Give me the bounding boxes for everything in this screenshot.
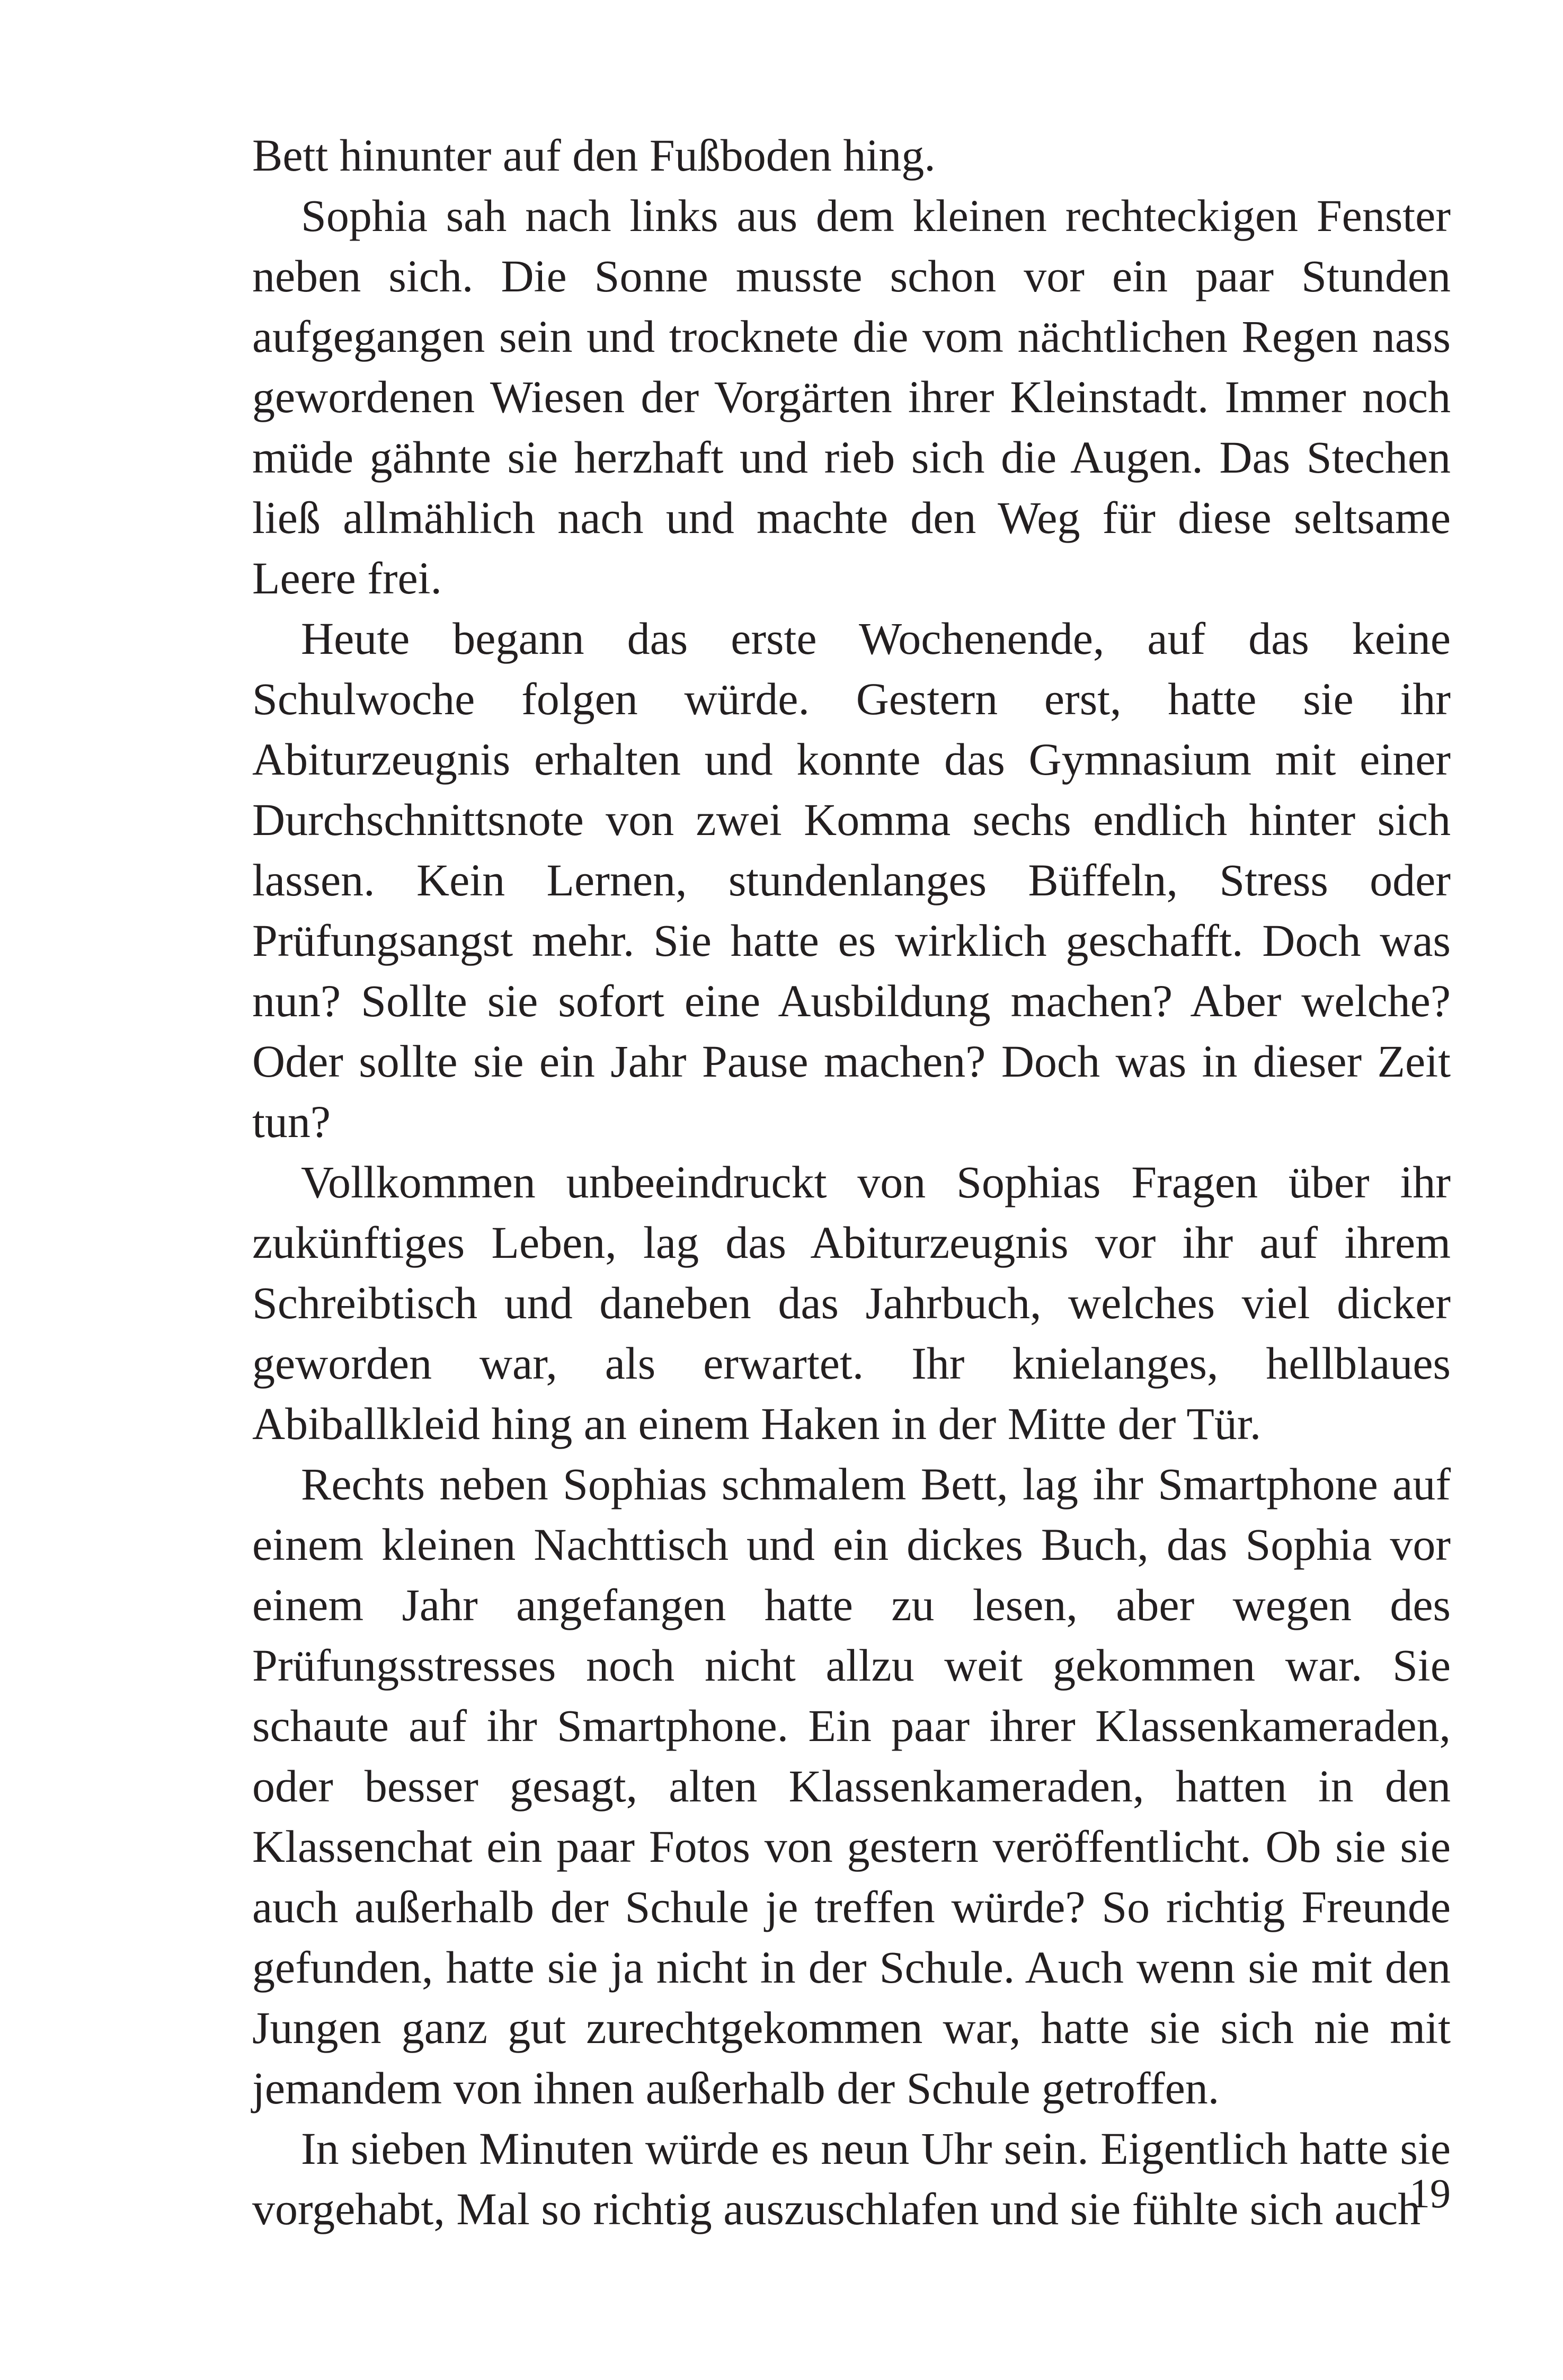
paragraph-desk: Vollkommen unbeeindruckt von Sophias Fragen über ihr zukünftiges Leben, lag das Abiturzeugnis vor ihr auf ihrem Schreibtisch und daneben das Jahrbuch, welches viel dicker geworden war, als erwartet. Ihr knielanges, hellblaues Abiballkleid hing an einem Haken in der Mitte der Tür.	[252, 1157, 1451, 1449]
page-number: 19	[1409, 2170, 1451, 2216]
paragraph-weekend: Heute begann das erste Wochenende, auf das keine Schulwoche folgen würde. Gestern erst, hatte sie ihr Abiturzeugnis erhalten und konnte das Gymnasium mit einer Durchschnittsnote von zwei Komma sechs endlich hinter sich lassen. Kein Lernen, stundenlanges Büffeln, Stress oder Prüfungsangst mehr. Sie hatte es wirklich geschafft. Doch was nun? Sollte sie sofort eine Ausbildung machen? Aber welche? Oder sollte sie ein Jahr Pause machen? Doch was in dieser Zeit tun?	[252, 613, 1451, 1147]
body-text	[252, 125, 1451, 2239]
paragraph-time: In sieben Minuten würde es neun Uhr sein. Eigentlich hatte sie vorgehabt, Mal so richtig auszuschlafen und sie fühlte sich auch	[252, 2123, 1451, 2234]
paragraph-window: Sophia sah nach links aus dem kleinen rechteckigen Fenster neben sich. Die Sonne musste schon vor ein paar Stunden aufgegangen sein und trocknete die vom nächtlichen Regen nass gewordenen Wiesen der Vorgärten ihrer Kleinstadt. Immer noch müde gähnte sie herzhaft und rieb sich die Augen. Das Stechen ließ allmählich nach und machte den Weg für diese seltsame Leere frei.	[252, 190, 1451, 603]
paragraph-smartphone: Rechts neben Sophias schmalem Bett, lag ihr Smartphone auf einem kleinen Nachttisch und ein dickes Buch, das Sophia vor einem Jahr angefangen hatte zu lesen, aber wegen des Prüfungsstresses noch nicht allzu weit gekommen war. Sie schaute auf ihr Smartphone. Ein paar ihrer Klassenkameraden, oder besser gesagt, alten Klassenkameraden, hatten in den Klassenchat ein paar Fotos von gestern veröffentlicht. Ob sie sie auch außerhalb der Schule je treffen würde? So richtig Freunde gefunden, hatte sie ja nicht in der Schule. Auch wenn sie mit den Jungen ganz gut zurechtgekommen war, hatte sie sich nie mit jemandem von ihnen außerhalb der Schule getroffen.	[252, 1459, 1451, 2113]
paragraph-continuation: Bett hinunter auf den Fußboden hing.	[252, 130, 936, 181]
